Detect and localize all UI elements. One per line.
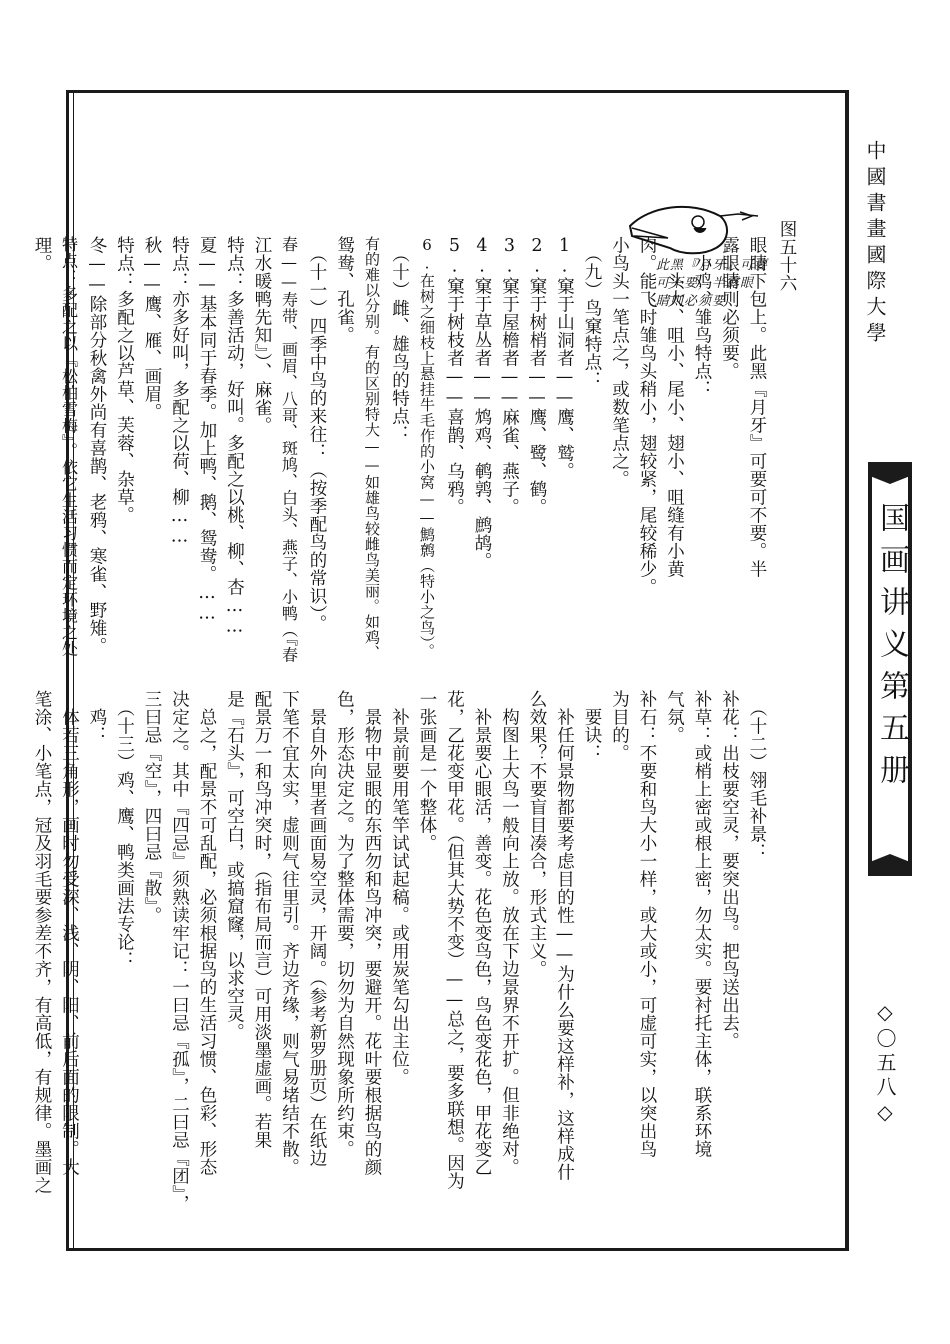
- text-column: 鸳鸯、孔雀。: [334, 236, 355, 344]
- text-column: （九）鸟窠特点：: [582, 236, 602, 390]
- text-column: 么效果？不要盲目凑合，形式主义。: [527, 690, 547, 978]
- text-column: 露眼睛则必须要。: [719, 236, 740, 380]
- text-column: 决定之。其中『四忌』须熟读牢记：一曰忌『孤』，二曰忌『团』，: [169, 690, 190, 1213]
- text-column: 要诀：: [582, 690, 602, 762]
- text-column: 1.窠于山洞者——鹰、鹫。: [554, 236, 575, 480]
- text-column: 气氛。: [664, 690, 685, 744]
- text-column: 鸡：: [87, 690, 107, 744]
- text-column: 特点：多配之以芦草、芙蓉、杂草。: [114, 236, 135, 524]
- figure-caption-line-1: 此黑『月牙』可要: [656, 258, 769, 273]
- banner-title: 国画讲义第五册: [874, 502, 909, 796]
- figure-caption-line-3: 睛则必须要: [656, 294, 727, 309]
- side-title: 中國書畫國際大學: [863, 140, 887, 348]
- text-column: 总之，配景不可乱配，必须根据鸟的生活习惯、色彩、形态: [197, 690, 217, 1176]
- text-column: 笔涂、小笔点，冠及羽毛要参差不齐，有高低，有规律。墨画之: [32, 690, 52, 1194]
- text-column: 肉。能飞时雏鸟头稍小，翅较紧，尾较稀少。: [637, 236, 657, 596]
- text-column: 4.窠于草丛者——鸩鸡、鹌鹑、鹧鸪。: [472, 236, 492, 570]
- text-column: 补任何景物都要考虑目的性——为什么要这样补，这样成什: [554, 690, 575, 1181]
- text-column: 眼睛下包上。此黑『月牙』可要可不要。半: [747, 236, 767, 578]
- text-column: 补石：不要和鸟大小一样，或大或小，可虚可实，以突出鸟: [637, 690, 657, 1158]
- figure-caption-line-2: 可不要，半露眼: [656, 276, 755, 291]
- text-column: 春——寿带、画眉、八哥、斑鸠、白头、燕子、小鸭（『春: [279, 236, 299, 663]
- text-column: 秋——鹰、雁、画眉。: [142, 236, 162, 421]
- text-column: 景物中显眼的东西勿和鸟冲突，要避开。花叶要根据鸟的颜: [362, 690, 382, 1176]
- text-column: 补花：出枝要空灵，要突出鸟。把鸟送出去。: [719, 690, 740, 1050]
- text-column: 景自外向里者画面易空灵，开阔。（参考新罗册页）在纸边: [307, 690, 327, 1168]
- text-column: 小鸟头一笔点之，或数笔点之。: [609, 236, 630, 488]
- text-column: 构图上大鸟一般向上放。放在下边景界不开扩。但非绝对。: [499, 690, 520, 1176]
- text-column: 2.窠于树梢者——鹰、鹭、鹤。: [527, 236, 547, 516]
- text-column: 夏——基本同于春季。加上鸭、鹅、鸳鸯。……: [197, 236, 217, 624]
- text-column: 为目的。: [609, 690, 630, 762]
- text-column: 有的难以分别。有的区别特大——如雄鸟较雌鸟美丽。如鸡、: [363, 236, 381, 661]
- page-number: ◇〇五八◇: [873, 1000, 897, 1128]
- text-column: 特点：亦多好叫，多配之以荷、柳……: [169, 236, 190, 547]
- text-column: 特点：多配之以『松柏雪梅』。依它生活习惯而定环境之处: [59, 236, 79, 657]
- text-column: 体若三角形，画时勿受深、浅、阴、阳、前后面的限制。大: [59, 690, 80, 1176]
- text-column: 补景前要用笔竿试试起稿。或用炭笔勾出主位。: [389, 690, 410, 1086]
- text-column: 头大、咀小、尾小、翅小、咀缝有小黄: [664, 236, 685, 578]
- figure-label: 图五十六: [777, 220, 797, 292]
- text-column: 是『石头』，可空白，或搞窟窿，以求空灵。: [224, 690, 245, 1042]
- text-column: （十三）鸡、鹰、鸭类画法专论：: [114, 690, 135, 970]
- text-column: 三曰忌『空』，四曰忌『散』。: [142, 690, 162, 925]
- text-column: 5.窠于树枝者——喜鹊、乌鸦。: [444, 236, 465, 516]
- text-column: （十）雌、雄鸟的特点：: [389, 236, 410, 444]
- text-column: 3.窠于屋檐者——麻雀、燕子。: [499, 236, 520, 516]
- text-column: 6.在树之细枝上悬挂牛毛作的小窝——鹪鹩（特小之鸟）。: [418, 236, 436, 659]
- text-column: 江水暖鸭先知』）、麻雀。: [252, 236, 272, 435]
- text-column: 冬——除部分秋禽外尚有喜鹊、老鸦、寒雀、野雉。: [87, 236, 107, 655]
- text-column: 下笔不宜太实，虚则气往里引。齐边齐缘，则气易堵结不散。: [279, 690, 300, 1176]
- text-column: 色，形态决定之。为了整体需要，切勿为自然现象所约束。: [334, 690, 355, 1158]
- text-column: 补景要心眼活，善变。花色变鸟色，鸟色变花色，甲花变乙: [472, 690, 492, 1176]
- text-column: 配景万一和鸟冲突时，（指布局而言）可用淡墨虚画。若果: [252, 690, 272, 1150]
- text-column: 理。: [32, 236, 52, 272]
- text-column: 一张画是一个整体。: [417, 690, 437, 852]
- text-column: 小鸡、雏鸟特点：: [692, 236, 712, 398]
- text-column: 特点：多善活动，好叫。多配之以桃、柳、杏……: [224, 236, 245, 637]
- text-column: （十二）翎毛补景：: [747, 690, 767, 862]
- text-column: 花，乙花变甲花。（但其大势不变）——总之，要多联想。因为: [444, 690, 465, 1191]
- text-column: 补草：或梢上密或根上密，勿太实。要衬托主体，联系环境: [692, 690, 712, 1158]
- text-column: （十一）四季中鸟的来往：（按季配鸟的常识）。: [307, 236, 327, 633]
